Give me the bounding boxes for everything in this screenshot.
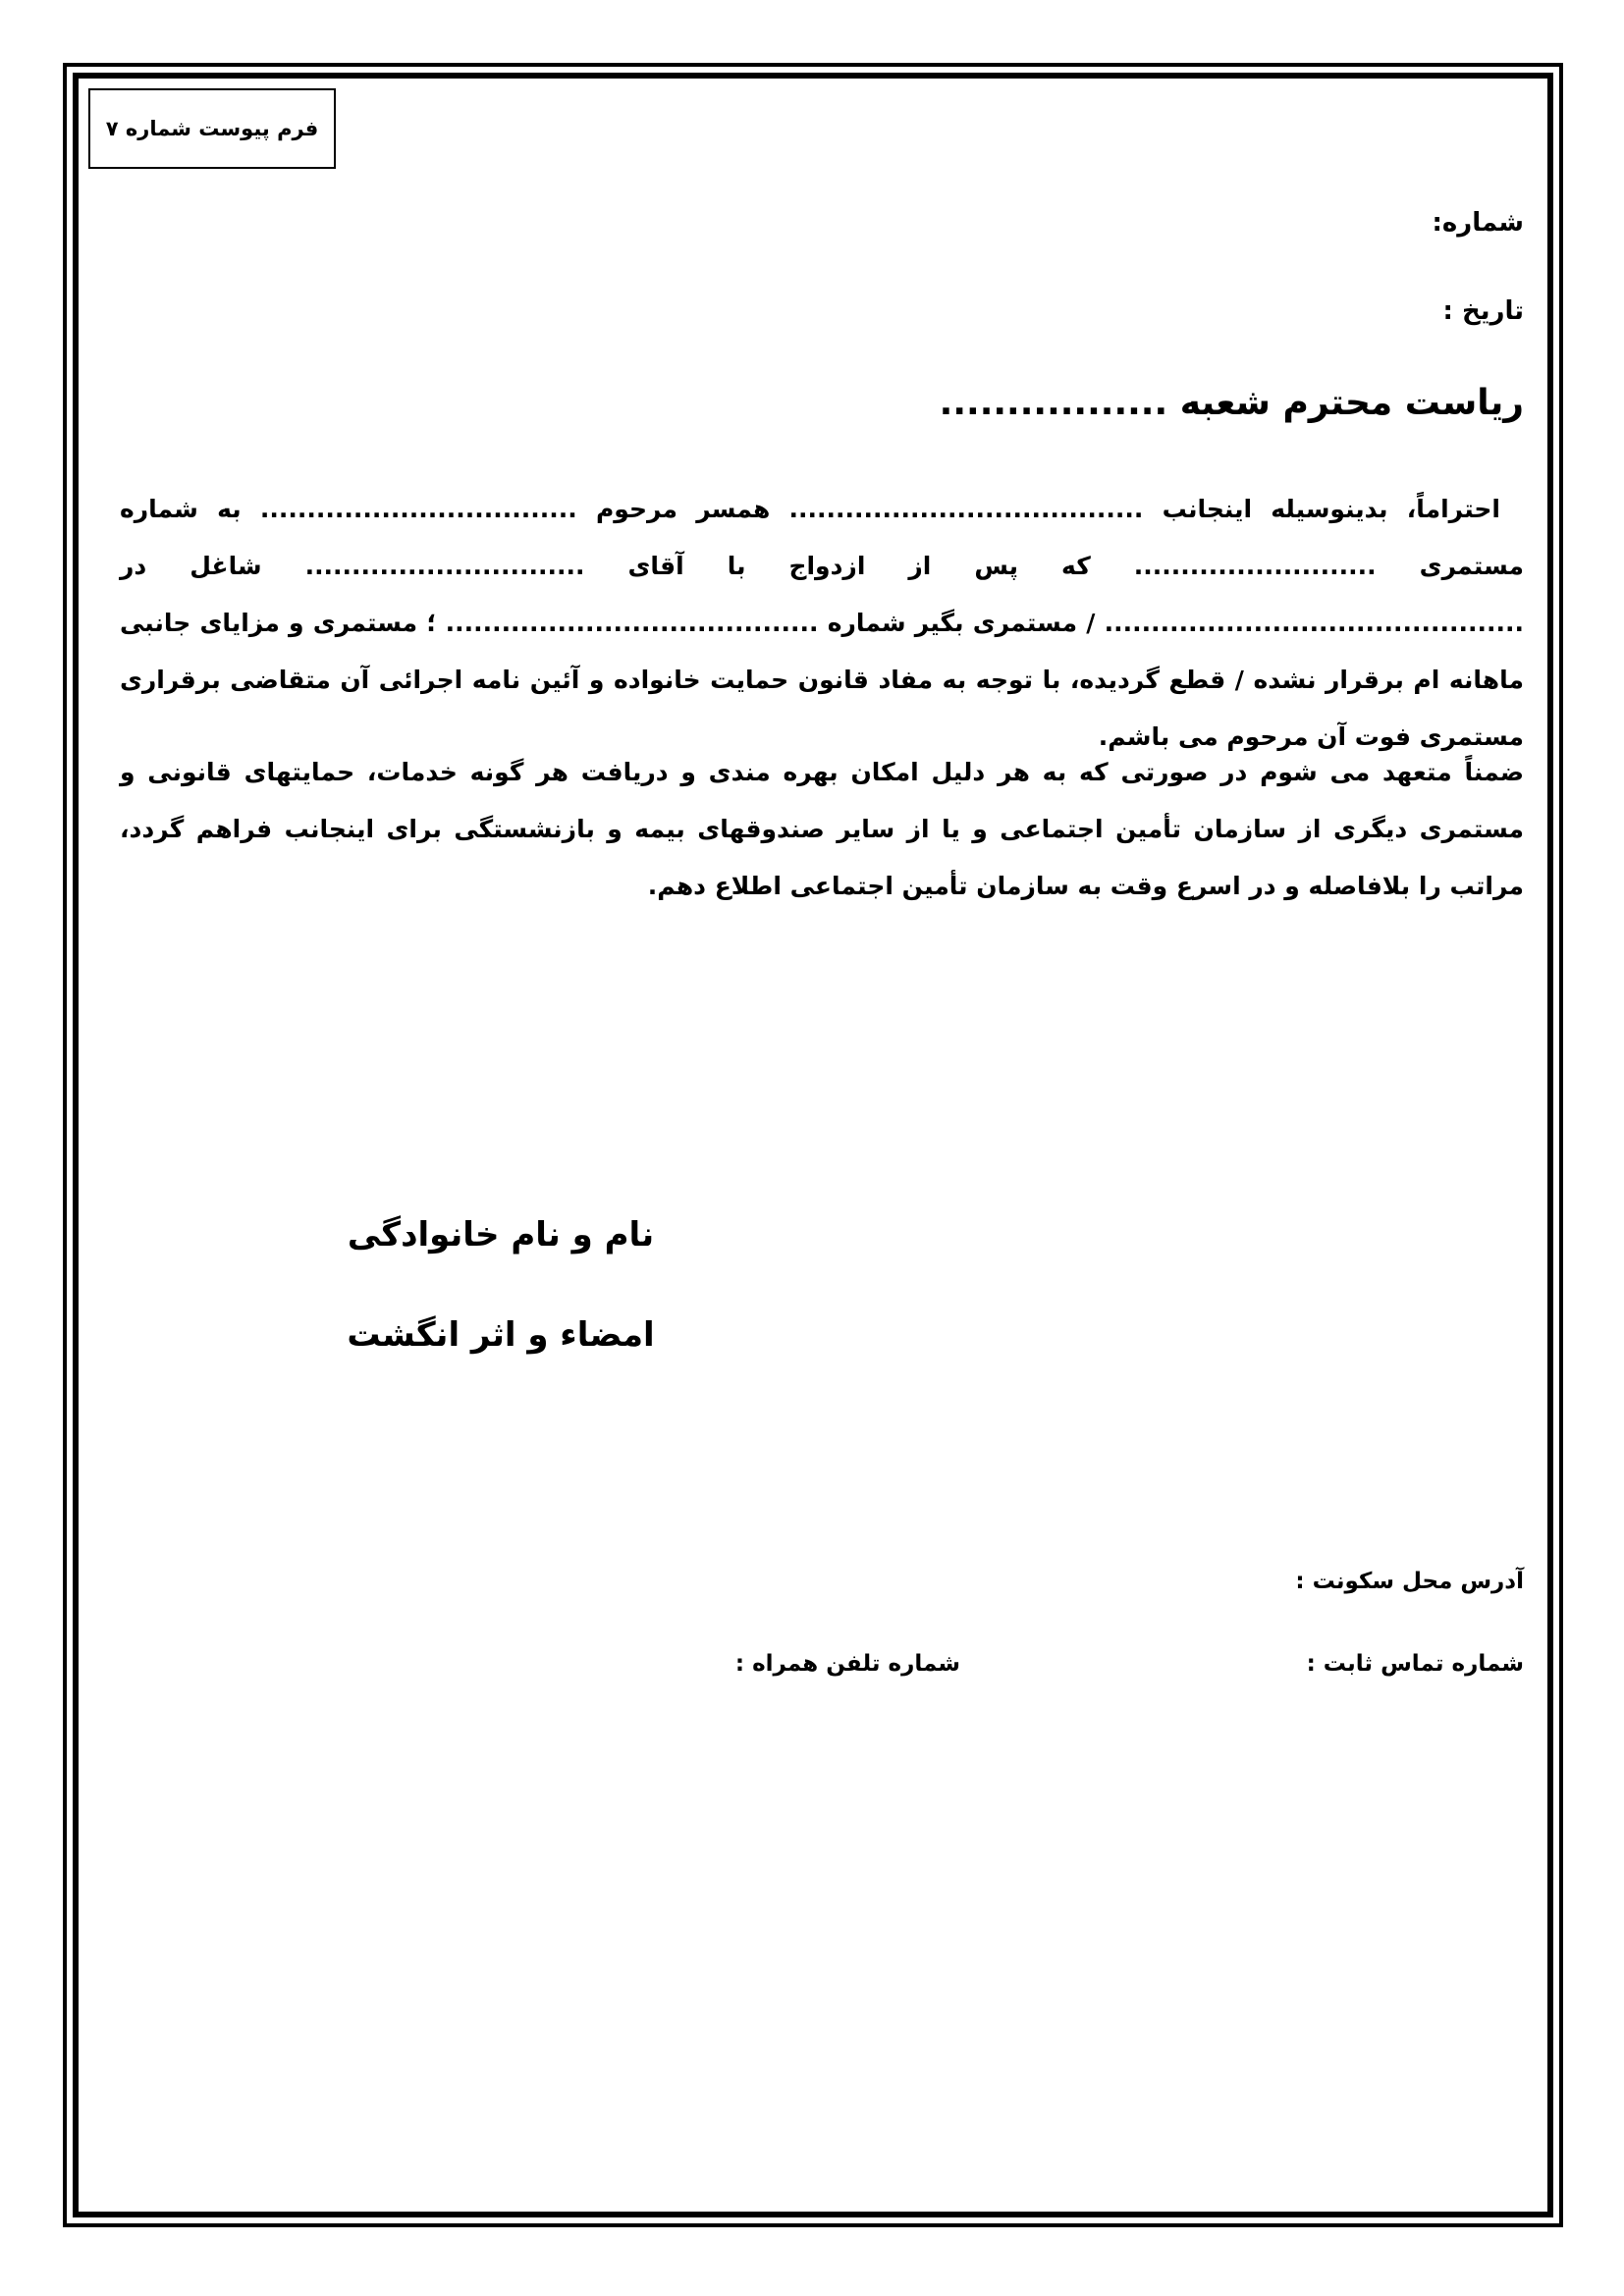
number-field-label: شماره:	[1432, 208, 1524, 238]
letter-heading: ریاست محترم شعبه .................	[939, 383, 1524, 423]
residence-address-label: آدرس محل سکونت :	[1295, 1569, 1524, 1594]
full-name-label: نام و نام خانوادگی	[347, 1215, 655, 1255]
form-attachment-label	[88, 88, 336, 169]
landline-phone-label: شماره تماس ثابت :	[1306, 1651, 1524, 1677]
commitment-paragraph: ضمناً متعهد می شوم در صورتی که به هر دلیل امکان بهره مندی و دریافت هر گونه خدمات، حمایتهای قانونی و مستمری دیگری از سازمان تأمین اجتماعی و یا از سایر صندوقهای بیمه و بازنشستگی برای اینجانب فراهم گردد، مراتب را بلافاصله و در اسرع وقت به سازمان تأمین اجتماعی اطلاع دهم.	[120, 758, 1524, 900]
request-paragraph: احتراماً، بدینوسیله اینجانب ...................................... همسر مرحوم .................................. به شماره مستمری .......................... که پس از ازدواج با آقای .............................. شاغل در ............................................. / مستمری بگیر شماره ........................................ ؛ مستمری و مزایای جانبی ماهانه ام برقرار نشده / قطع گردیده، با توجه به مفاد قانون حمایت خانواده و آئین نامه اجرائی آن متقاضی برقراری مستمری فوت آن مرحوم می باشم.	[120, 495, 1524, 751]
date-field-label: تاریخ :	[1442, 296, 1524, 326]
mobile-phone-label: شماره تلفن همراه :	[734, 1651, 960, 1677]
form-attachment-label-text: فرم پیوست شماره ۷	[105, 117, 319, 140]
signature-fingerprint-label: امضاء و اثر انگشت	[347, 1315, 655, 1355]
